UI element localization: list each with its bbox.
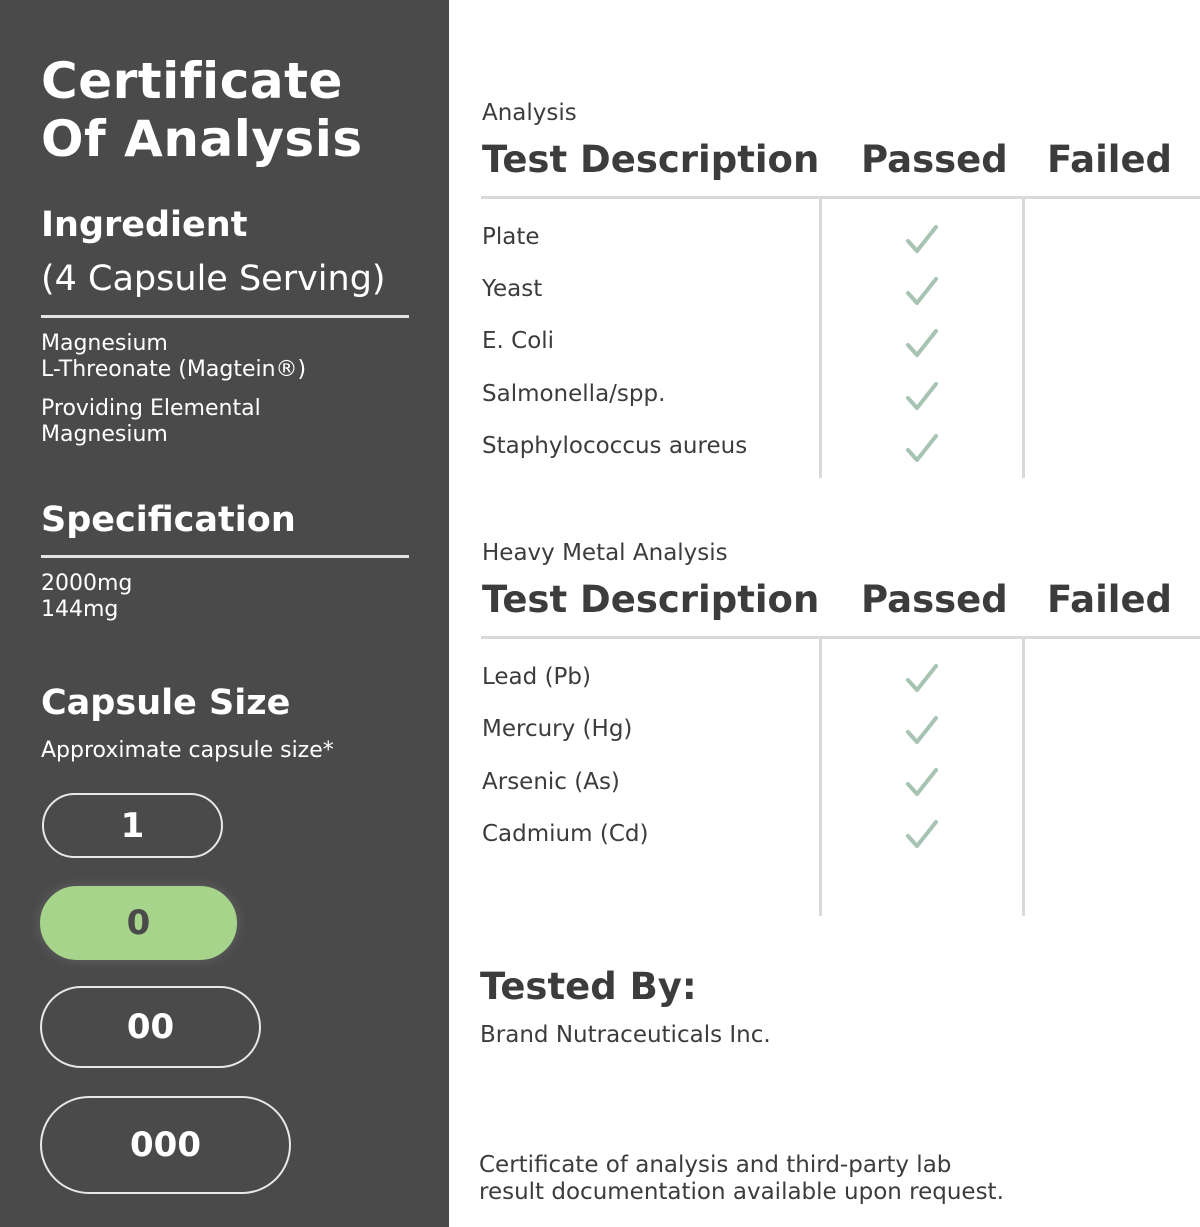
heavy-metal-row-2-label: Mercury (Hg) [482,716,633,742]
capsule-size-00: 00 [40,986,261,1068]
specification-value-1: 2000mg [41,571,133,596]
analysis-row-1-label: Plate [482,224,540,250]
title-line-1: Certificate [41,52,343,110]
ingredient-heading: Ingredient [41,205,248,245]
heavy-metal-col-description: Test Description [482,578,820,621]
tested-by-lab: Brand Nutraceuticals Inc. [480,1022,771,1048]
specification-heading: Specification [41,500,296,540]
ingredient-item-1 [41,331,306,383]
checkmark-icon [905,433,939,465]
left-panel [0,0,449,1227]
capsule-size-heading: Capsule Size [41,683,291,723]
analysis-row-5-label: Staphylococcus aureus [482,433,748,459]
heavy-metal-col-divider-1 [819,636,822,916]
footnote [479,1152,1004,1206]
analysis-header-divider [481,196,1200,199]
heavy-metal-row-1-label: Lead (Pb) [482,664,591,690]
right-panel [449,0,1200,1227]
ingredient-divider [41,315,409,318]
heavy-metal-col-failed: Failed [1047,578,1173,621]
ingredient-item-2 [41,396,261,448]
ingredient-item-2-line2: Magnesium [41,422,168,447]
specification-list [41,571,132,623]
heavy-metal-col-divider-2 [1022,636,1025,916]
checkmark-icon [905,715,939,747]
footnote-line-2: result documentation available upon request. [479,1179,1004,1205]
analysis-label: Analysis [482,100,577,126]
capsule-size-subtitle: Approximate capsule size* [41,738,334,763]
checkmark-icon [905,767,939,799]
title-line-2: Of Analysis [41,110,363,168]
specification-divider [41,555,409,558]
ingredient-item-1-line1: Magnesium [41,331,168,356]
analysis-col-passed: Passed [861,138,1008,181]
ingredient-serving: (4 Capsule Serving) [41,259,386,299]
heavy-metal-row-3-label: Arsenic (As) [482,769,620,795]
specification-value-2: 144mg [41,597,119,622]
checkmark-icon [905,328,939,360]
analysis-col-failed: Failed [1047,138,1173,181]
checkmark-icon [905,819,939,851]
checkmark-icon [905,224,939,256]
checkmark-icon [905,663,939,695]
heavy-metal-col-passed: Passed [861,578,1008,621]
analysis-row-4-label: Salmonella/spp. [482,381,666,407]
analysis-row-2-label: Yeast [482,276,543,302]
analysis-col-divider-1 [819,196,822,478]
checkmark-icon [905,276,939,308]
page-title [41,52,363,168]
analysis-col-divider-2 [1022,196,1025,478]
ingredient-item-2-line1: Providing Elemental [41,396,261,421]
heavy-metal-label: Heavy Metal Analysis [482,540,728,566]
capsule-size-0-selected: 0 [40,886,237,960]
analysis-col-description: Test Description [482,138,820,181]
footnote-line-1: Certificate of analysis and third-party lab [479,1152,952,1178]
capsule-size-000: 000 [40,1096,291,1194]
checkmark-icon [905,381,939,413]
ingredient-item-1-line2: L-Threonate (Magtein®) [41,357,307,382]
capsule-size-1: 1 [42,793,223,858]
tested-by-title: Tested By: [480,965,697,1008]
analysis-row-3-label: E. Coli [482,328,555,354]
heavy-metal-row-4-label: Cadmium (Cd) [482,821,649,847]
heavy-metal-header-divider [481,636,1200,639]
